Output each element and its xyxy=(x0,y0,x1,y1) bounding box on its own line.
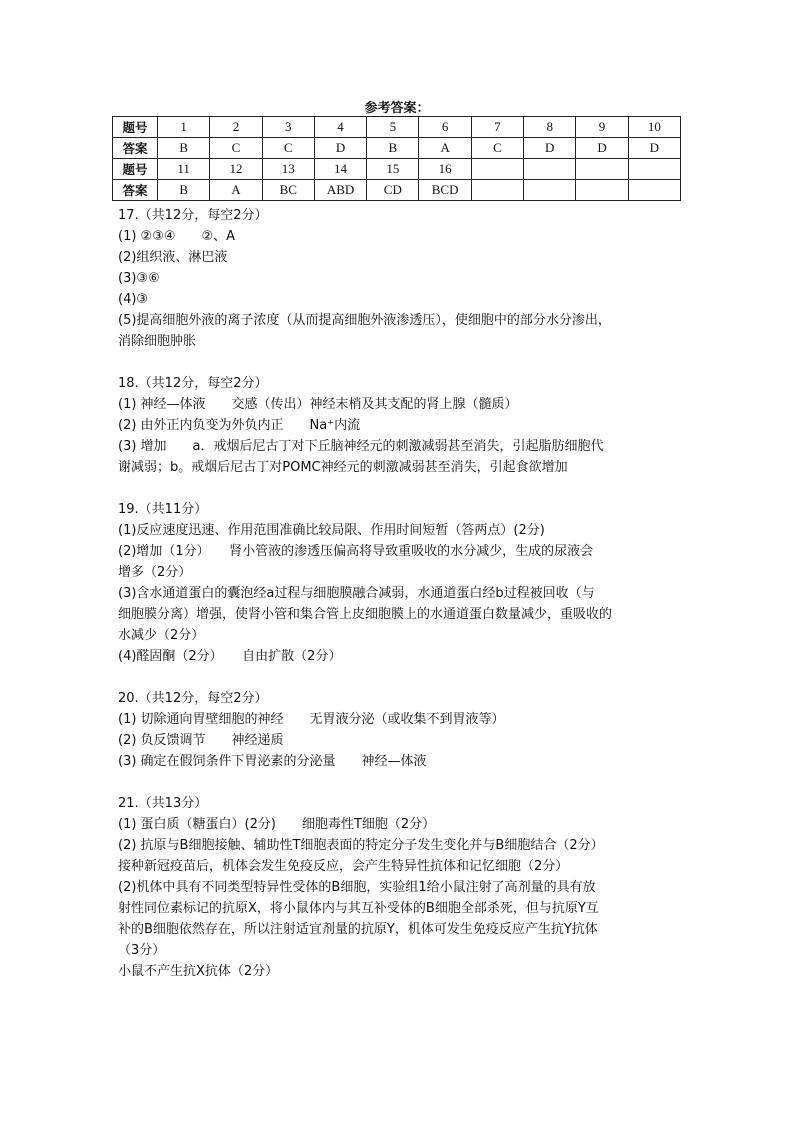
table-row xyxy=(113,159,681,180)
row-header: 答案 xyxy=(113,180,158,201)
table-cell: 9 xyxy=(576,117,628,138)
table-cell xyxy=(576,180,628,201)
q17-line: (2)组织液、淋巴液 xyxy=(118,250,228,265)
q21-line: 小鼠不产生抗X抗体（2分） xyxy=(118,964,279,979)
q17-heading: 17.（共12分，每空2分） xyxy=(118,208,268,223)
row-header: 题号 xyxy=(113,117,158,138)
table-cell: 15 xyxy=(367,159,419,180)
table-cell xyxy=(471,180,523,201)
table-cell: B xyxy=(158,138,210,159)
table-cell: C xyxy=(471,138,523,159)
q19-line: 增多（2分） xyxy=(118,565,192,580)
table-cell: 3 xyxy=(262,117,314,138)
table-cell: B xyxy=(158,180,210,201)
table-cell: 5 xyxy=(367,117,419,138)
page-title: 参考答案： xyxy=(364,101,430,116)
row-header: 题号 xyxy=(113,159,158,180)
table-cell: CD xyxy=(367,180,419,201)
table-cell xyxy=(524,159,576,180)
table-cell: 7 xyxy=(471,117,523,138)
table-cell: 10 xyxy=(628,117,680,138)
q20-line: (3) 确定在假饲条件下胃泌素的分泌量 神经—体液 xyxy=(118,754,427,769)
table-cell: 8 xyxy=(524,117,576,138)
question-20 xyxy=(118,688,698,772)
table-cell: 6 xyxy=(419,117,471,138)
table-cell: 12 xyxy=(210,159,262,180)
q21-line: (1) 蛋白质（糖蛋白）(2分) 细胞毒性T细胞（2分） xyxy=(118,817,436,832)
q17-line: (3)③⑥ xyxy=(118,271,160,286)
question-19 xyxy=(118,499,698,667)
q19-line: 细胞膜分离）增强，使肾小管和集合管上皮细胞膜上的水通道蛋白数量减少，重吸收的 xyxy=(118,607,613,622)
table-cell: 16 xyxy=(419,159,471,180)
question-17 xyxy=(118,205,698,352)
q20-line: (2) 负反馈调节 神经递质 xyxy=(118,733,284,748)
table-cell: D xyxy=(524,138,576,159)
table-cell: BC xyxy=(262,180,314,201)
question-21 xyxy=(118,793,698,982)
table-cell: D xyxy=(314,138,366,159)
answers-body xyxy=(118,205,698,982)
q21-line: 补的B细胞依然存在，所以注射适宜剂量的抗原Y，机体可发生免疫反应产生抗Y抗体 xyxy=(118,922,598,937)
table-cell: ABD xyxy=(314,180,366,201)
q21-line: （3分） xyxy=(118,943,166,958)
q21-line: (2)机体中具有不同类型特异性受体的B细胞，实验组1给小鼠注射了高剂量的具有放 xyxy=(118,880,596,895)
q17-line: 消除细胞肿胀 xyxy=(118,334,197,349)
row-header: 答案 xyxy=(113,138,158,159)
table-cell: C xyxy=(210,138,262,159)
q19-line: (3)含水通道蛋白的囊泡经a过程与细胞膜融合减弱，水通道蛋白经b过程被回收（与 xyxy=(118,586,595,601)
table-cell xyxy=(524,180,576,201)
table-cell: BCD xyxy=(419,180,471,201)
q18-line: (3) 增加 a．戒烟后尼古丁对下丘脑神经元的刺激减弱甚至消失，引起脂肪细胞代 xyxy=(118,439,604,454)
q19-line: (1)反应速度迅速、作用范围准确比较局限、作用时间短暂（答两点）(2分) xyxy=(118,523,545,538)
table-cell: D xyxy=(628,138,680,159)
q18-line: (2) 由外正内负变为外负内正 Na⁺内流 xyxy=(118,418,361,433)
table-cell xyxy=(628,180,680,201)
q21-line: 接种新冠疫苗后，机体会发生免疫反应，会产生特异性抗体和记忆细胞（2分） xyxy=(118,859,569,874)
table-cell: 2 xyxy=(210,117,262,138)
q21-line: (2) 抗原与B细胞接触、辅助性T细胞表面的特定分子发生变化并与B细胞结合（2分） xyxy=(118,838,604,853)
q21-heading: 21.（共13分） xyxy=(118,796,208,811)
table-cell: 1 xyxy=(158,117,210,138)
q19-line: (2)增加（1分） 肾小管液的渗透压偏高将导致重吸收的水分减少，生成的尿液会 xyxy=(118,544,594,559)
question-18 xyxy=(118,373,698,478)
q19-heading: 19.（共11分） xyxy=(118,502,208,517)
q17-line: (5)提高细胞外液的离子浓度（从而提高细胞外液渗透压），使细胞中的部分水分渗出， xyxy=(118,313,611,328)
table-cell: B xyxy=(367,138,419,159)
q21-line: 射性同位素标记的抗原X，将小鼠体内与其互补受体的B细胞全部杀死，但与抗原Y互 xyxy=(118,901,599,916)
q18-heading: 18.（共12分，每空2分） xyxy=(118,376,268,391)
q20-line: (1) 切除通向胃壁细胞的神经 无胃液分泌（或收集不到胃液等） xyxy=(118,712,505,727)
table-cell: A xyxy=(210,180,262,201)
table-cell: A xyxy=(419,138,471,159)
table-row xyxy=(113,138,681,159)
q19-line: (4)醛固酮（2分） 自由扩散（2分） xyxy=(118,649,342,664)
q18-line: (1) 神经—体液 交感（传出）神经末梢及其支配的肾上腺（髓质） xyxy=(118,397,518,412)
q19-line: 水减少（2分） xyxy=(118,628,205,643)
q18-line: 谢减弱；b。戒烟后尼古丁对POMC神经元的刺激减弱甚至消失，引起食欲增加 xyxy=(118,460,568,475)
table-row xyxy=(113,117,681,138)
table-cell: 11 xyxy=(158,159,210,180)
table-cell: D xyxy=(576,138,628,159)
q17-line: (4)③ xyxy=(118,292,149,307)
table-row xyxy=(113,180,681,201)
q20-heading: 20.（共12分，每空2分） xyxy=(118,691,268,706)
table-cell: 13 xyxy=(262,159,314,180)
table-cell: 14 xyxy=(314,159,366,180)
table-cell xyxy=(471,159,523,180)
answer-table xyxy=(112,116,681,201)
table-cell xyxy=(628,159,680,180)
table-cell: 4 xyxy=(314,117,366,138)
q17-line: (1) ②③④ ②、A xyxy=(118,229,236,244)
table-cell xyxy=(576,159,628,180)
table-cell: C xyxy=(262,138,314,159)
